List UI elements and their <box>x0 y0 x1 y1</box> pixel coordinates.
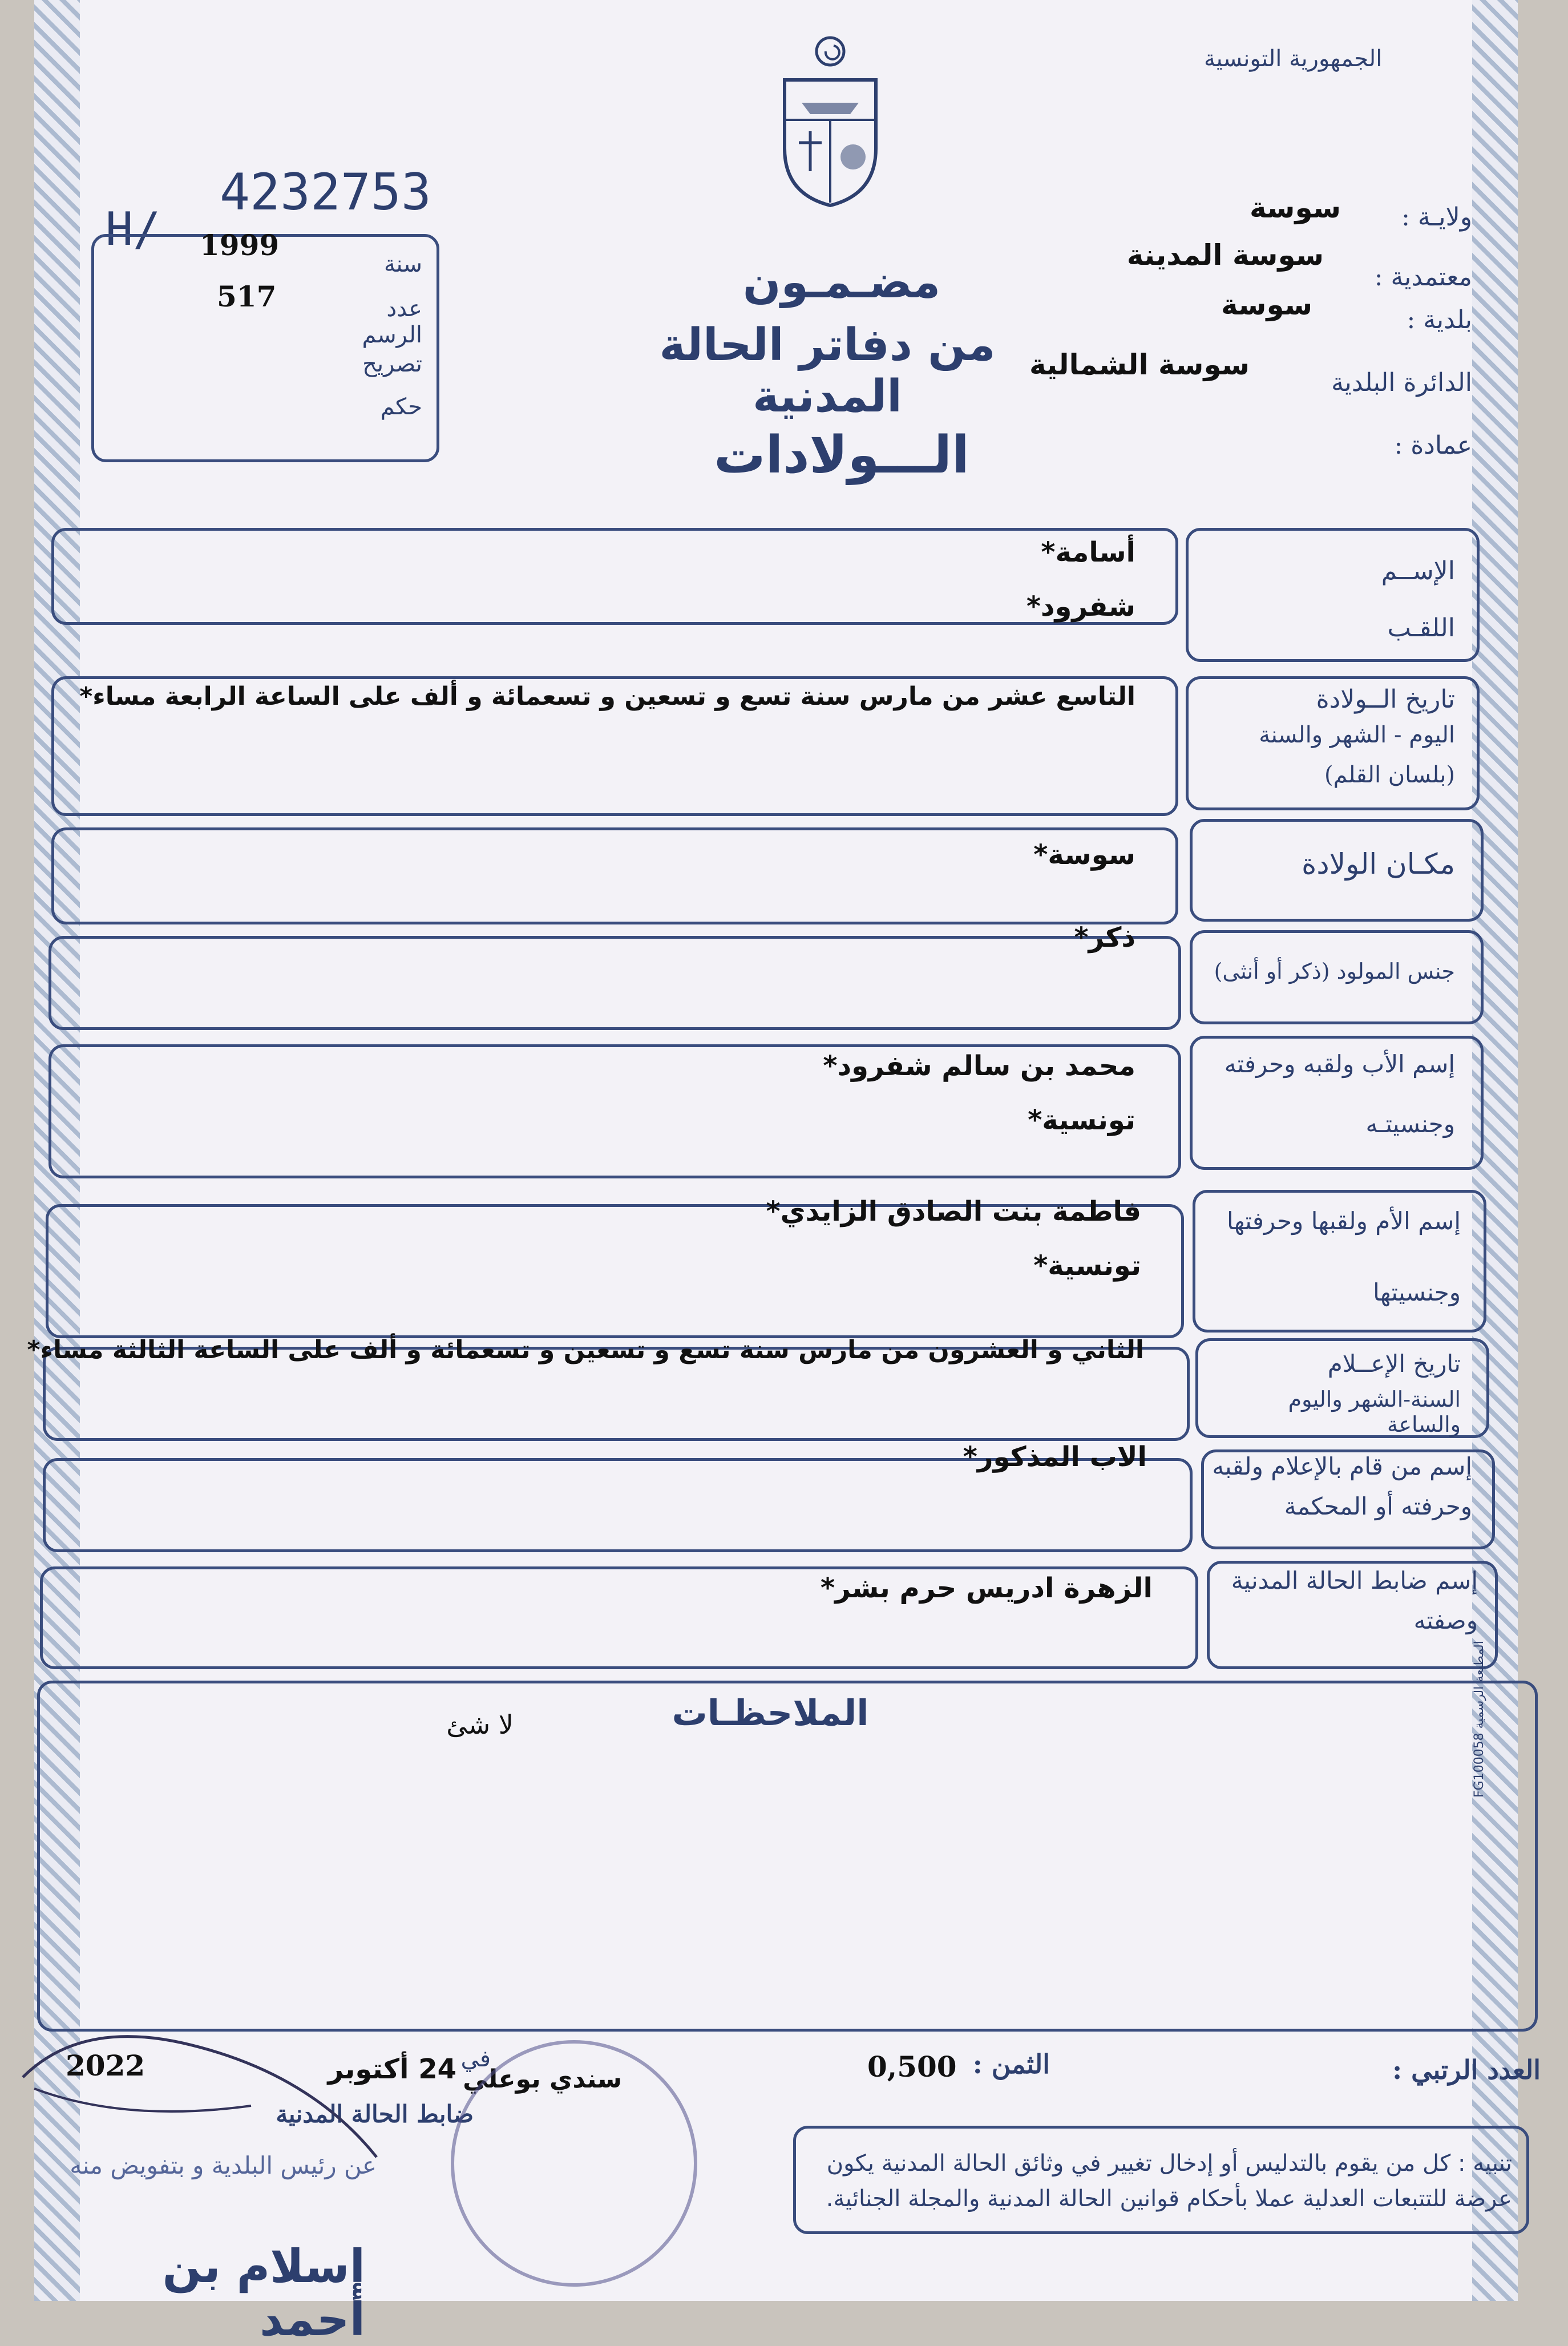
delegation-line: عن رئيس البلدية و بتفويض منه <box>70 2151 377 2179</box>
remarks-value: لا شئ <box>446 1709 514 1740</box>
handwritten-signature-mark <box>11 2009 411 2180</box>
field-value-birth-place: سوسة* <box>1033 839 1135 871</box>
governorate-label: ولايـة : <box>1401 203 1472 232</box>
year-label: سنة <box>383 251 422 277</box>
field-value-sex: ذكر* <box>1074 922 1135 954</box>
legal-notice-text: تنبيه : كل من يقوم بالتدليس أو إدخال تغيير في وثائق الحالة المدنية يكون عرضة للتتبعات العدلية عملا بأحكام قوانين الحالة المدنية والمجلة الجنائية. <box>826 2150 1512 2212</box>
district-value: سوسة الشمالية <box>1029 348 1250 381</box>
document-subtitle: من دفاتر الحالة المدنية <box>659 320 996 422</box>
municipality-label: بلدية : <box>1407 305 1472 334</box>
date-prefix: في <box>460 2046 491 2072</box>
field-label-surname: اللقـب <box>1387 613 1455 643</box>
field-value-first-name: أسامة* <box>1041 536 1135 568</box>
remarks-label: الملاحظـات <box>672 1692 869 1734</box>
field-value-mother-nationality: تونسية* <box>1033 1250 1141 1282</box>
governorate-value: سوسة <box>1249 191 1341 224</box>
serial-label: العدد الرتبي : <box>1392 2054 1541 2085</box>
record-number-label: عدد الرسم <box>362 296 422 348</box>
price-value: 0,500 <box>867 2050 957 2083</box>
field-label-father: إسم الأب ولقبه وحرفته <box>1224 1050 1455 1078</box>
field-label-birth-place: مكـان الولادة <box>1302 847 1455 881</box>
field-label-declarant: إسم من قام بالإعلام ولقبه <box>1212 1452 1472 1480</box>
section-title-births: الـــولادات <box>714 425 969 485</box>
judgment-label: حكم <box>380 394 422 420</box>
field-label-first-name: الإســم <box>1381 556 1455 586</box>
official-stamp <box>451 2040 697 2287</box>
republic-heading: الجمهورية التونسية <box>1204 46 1383 72</box>
printer-code: المطبعة الرسمية FG100058 <box>1472 1641 1486 1798</box>
signature-name: إسلام بن أحمد <box>162 2240 365 2346</box>
field-label-birth-date-detail: اليوم - الشهر والسنة <box>1259 722 1455 748</box>
serial-prefix: H/ <box>106 203 161 256</box>
officer-name: سندي بوعلي <box>463 2065 622 2094</box>
field-label-father-nationality: وجنسيتـه <box>1365 1110 1455 1138</box>
field-label-mother-nationality: وجنسيتها <box>1373 1278 1461 1306</box>
field-value-declaration-date: الثاني و العشرون من مارس سنة تسع و تسعين و تسعمائة و ألف على الساعة الثالثة مساء* <box>27 1335 1144 1364</box>
issue-year: 2022 <box>66 2049 146 2082</box>
field-value-birth-date: التاسع عشر من مارس سنة تسع و تسعين و تسعمائة و ألف على الساعة الرابعة مساء* <box>79 682 1135 711</box>
field-label-declaration-date-detail: السنة-الشهر واليوم والساعة <box>1288 1387 1461 1437</box>
issue-date: 24 أكتوبر <box>328 2053 456 2085</box>
field-value-declarant: الاب المذكور* <box>963 1441 1147 1473</box>
field-value-father: محمد بن سالم شفرود* <box>823 1050 1135 1082</box>
field-label-registrar: إسم ضابط الحالة المدنية <box>1231 1566 1478 1594</box>
field-label-in-words: (بلسان القلم) <box>1324 762 1455 788</box>
field-value-mother: فاطمة بنت الصادق الزايدي* <box>766 1196 1141 1227</box>
coat-of-arms-emblem <box>773 34 887 211</box>
field-label-registrar-title: وصفته <box>1413 1606 1478 1634</box>
registration-year: 1999 <box>200 228 280 262</box>
field-value-father-nationality: تونسية* <box>1028 1104 1135 1136</box>
serial-number: 4232753 <box>220 163 431 221</box>
price-label: الثمن : <box>972 2049 1050 2079</box>
declaration-label: تصريح <box>362 351 422 377</box>
municipality-value: سوسة <box>1221 288 1312 321</box>
field-label-declaration-date: تاريخ الإعــلام <box>1327 1350 1461 1378</box>
field-label-birth-date: تاريخ الــولادة <box>1316 685 1455 714</box>
officer-title: ضابط الحالة المدنية <box>276 2100 474 2128</box>
registration-record-number: 517 <box>217 280 277 313</box>
delegation-value: سوسة المدينة <box>1126 239 1324 272</box>
document-title: مضـمـون <box>742 257 941 308</box>
field-label-sex: جنس المولود (ذكر أو أنثى) <box>1214 959 1455 984</box>
field-value-surname: شفرود* <box>1026 591 1135 623</box>
field-label-declarant-detail: وحرفته أو المحكمة <box>1284 1492 1472 1520</box>
sector-label: عمادة : <box>1394 431 1472 460</box>
district-label: الدائرة البلدية <box>1331 368 1472 397</box>
field-value-registrar: الزهرة ادريس حرم بشر* <box>821 1572 1153 1604</box>
field-label-mother: إسم الأم ولقبها وحرفتها <box>1227 1207 1461 1235</box>
delegation-label: معتمدية : <box>1374 263 1472 292</box>
